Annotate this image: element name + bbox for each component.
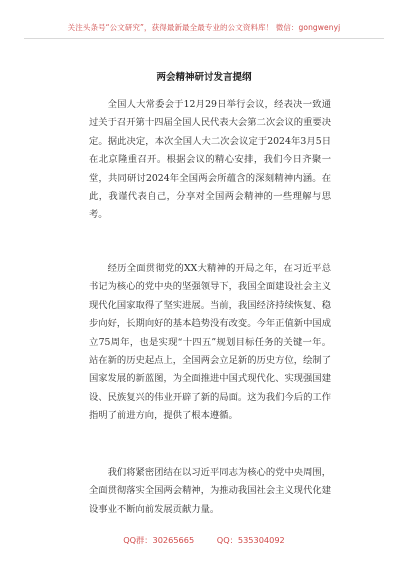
- footer-contact: [0, 535, 408, 546]
- header-banner: 关注头条号“公文研究”，获得最新最全最专业的公文资料库！ 微信：gongwenyj: [67, 23, 341, 32]
- paragraph-3: 我们将紧密团结在以习近平同志为核心的党中央周围，全面贯彻落实全国两会精神，为推动我国社会主义现代化建设事业不断向前发展贡献力量。: [89, 467, 331, 515]
- footer-qq-group: QQ群：30265665: [123, 535, 195, 545]
- paragraph-2: 经历全面贯彻党的XX大精神的开局之年，在习近平总书记为核心的党中央的坚强领导下，我国全面建设社会主义现代化国家取得了坚实进展。当前，我国经济持续恢复、稳步向好，长期向好的基本趋势没有改变。今年正值新中国成立75周年，也是实现“十四五”规划目标任务的关键一年。站在新的历史起点上，全国两会立足新的历史方位，绘制了国家发展的新蓝图，为全面推进中国式现代化、实现强国建设、民族复兴的伟业开辟了新的局面。这为我们今后的工作指明了前进方向，提供了根本遵循。: [89, 263, 331, 422]
- paragraph-1: 全国人大常委会于12月29日举行会议，经表决一致通过关于召开第十四届全国人民代表大会第二次会议的重要决定。据此决定，本次全国人大二次会议定于2024年3月5日在北京隆重召开。根据会议的精心安排，我们今日齐聚一堂，共同研讨2024年全国两会所蕴含的深刻精神内涵。在此，我谨代表自己，分享对全国两会精神的一些理解与思考。: [89, 99, 331, 221]
- document-title: 两会精神研讨发言提纲: [156, 72, 252, 83]
- header-divider: [24, 38, 384, 39]
- footer-qq: QQ：535304092: [216, 535, 285, 545]
